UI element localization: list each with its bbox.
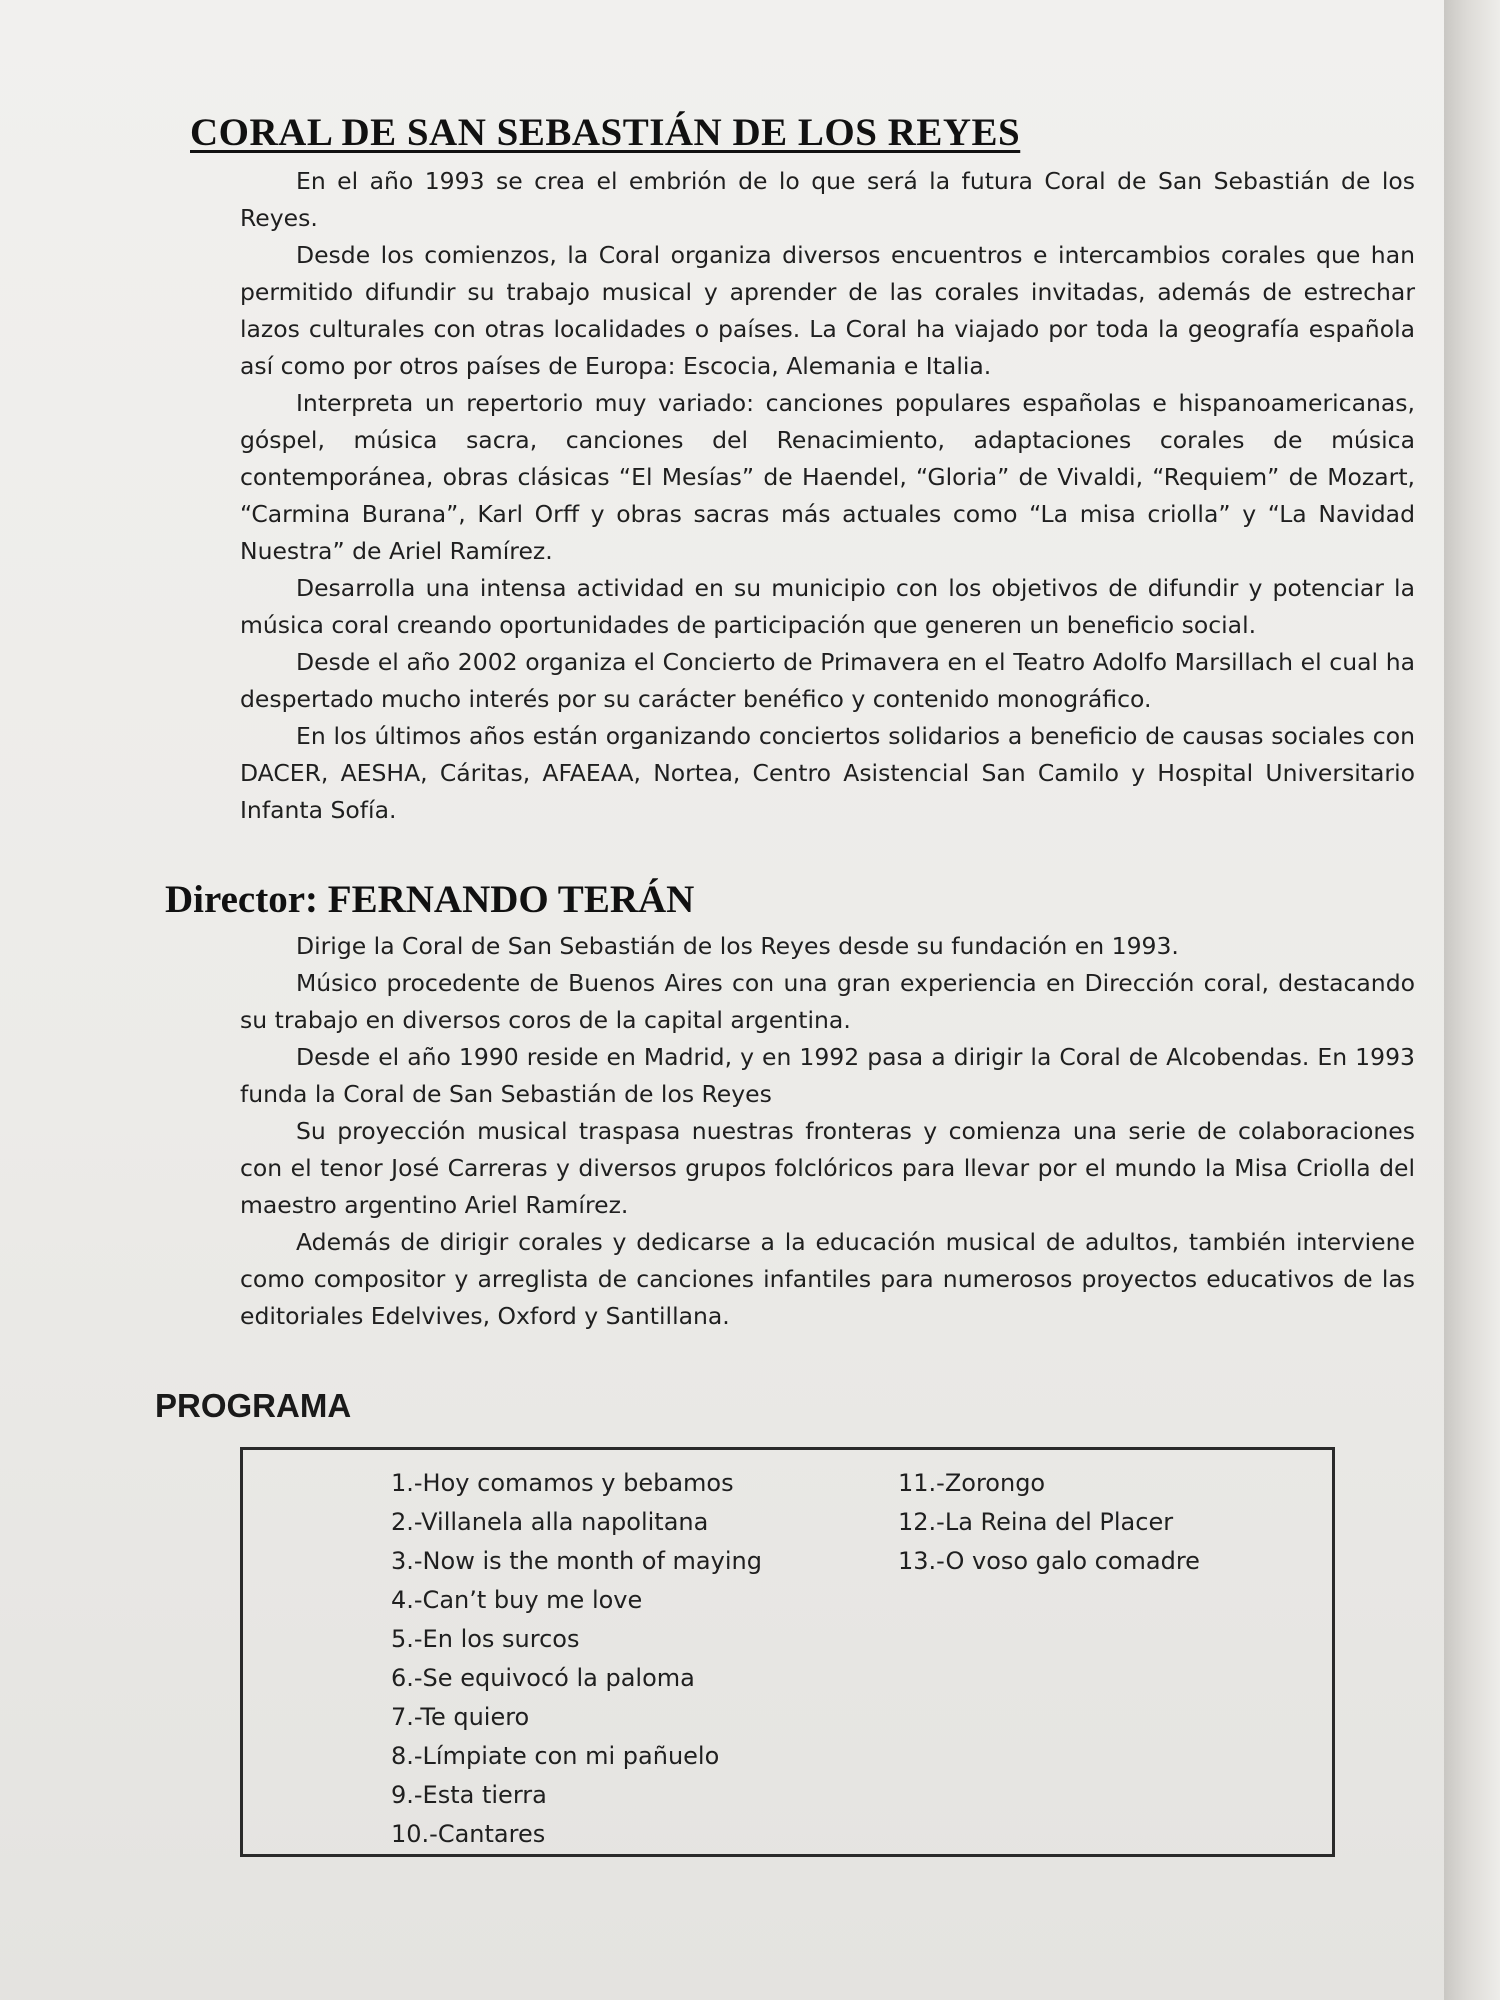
director-section: [240, 928, 1415, 1335]
director-paragraph: Músico procedente de Buenos Aires con una gran experiencia en Dirección coral, destacando su trabajo en diversos coros de la capital argentina.: [240, 969, 1415, 1034]
program-item: 12.-La Reina del Placer: [898, 1508, 1174, 1536]
program-item: 1.-Hoy comamos y bebamos: [391, 1469, 734, 1497]
program-heading: PROGRAMA: [155, 1387, 352, 1424]
program-item: 5.-En los surcos: [391, 1625, 580, 1653]
director-paragraph: Desde el año 1990 reside en Madrid, y en 1992 pasa a dirigir la Coral de Alcobendas. En 1993 funda la Coral de San Sebastián de los Reyes: [240, 1043, 1415, 1108]
director-heading: [165, 877, 1415, 922]
program-item: 2.-Villanela alla napolitana: [391, 1508, 709, 1536]
page-edge-shadow: [1444, 0, 1500, 2000]
coral-paragraph: En los últimos años están organizando conciertos solidarios a beneficio de causas sociales con DACER, AESHA, Cáritas, AFAEAA, Nortea, Centro Asistencial San Camilo y Hospital Universitario Infanta Sofía.: [240, 722, 1415, 824]
program-item: 13.-O voso galo comadre: [898, 1547, 1200, 1575]
document-content: [155, 110, 1415, 1857]
program-item: 11.-Zorongo: [898, 1469, 1046, 1497]
program-list-left: [391, 1464, 762, 1854]
program-item: 7.-Te quiero: [391, 1703, 530, 1731]
coral-title: CORAL DE SAN SEBASTIÁN DE LOS REYES: [190, 111, 1021, 154]
program-item: 8.-Límpiate con mi pañuelo: [391, 1742, 720, 1770]
program-item: 10.-Cantares: [391, 1820, 546, 1848]
coral-paragraph: En el año 1993 se crea el embrión de lo que será la futura Coral de San Sebastián de los Reyes.: [240, 167, 1415, 232]
program-list-right: [898, 1464, 1200, 1581]
coral-paragraph: Desarrolla una intensa actividad en su municipio con los objetivos de difundir y potenciar la música coral creando oportunidades de participación que generen un beneficio social.: [240, 574, 1415, 639]
director-paragraph: Además de dirigir corales y dedicarse a la educación musical de adultos, también interviene como compositor y arreglista de canciones infantiles para numerosos proyectos educativos de las editoriales Edelvives, Oxford y Santillana.: [240, 1228, 1415, 1330]
program-item: 9.-Esta tierra: [391, 1781, 547, 1809]
program-item: 3.-Now is the month of maying: [391, 1547, 762, 1575]
director-paragraph: Dirige la Coral de San Sebastián de los Reyes desde su fundación en 1993.: [296, 932, 1179, 960]
program-item: 6.-Se equivocó la paloma: [391, 1664, 695, 1692]
coral-paragraph: Desde los comienzos, la Coral organiza diversos encuentros e intercambios corales que han permitido difundir su trabajo musical y aprender de las corales invitadas, además de estrechar lazos culturales con otras localidades o países. La Coral ha viajado por toda la geografía española así como por otros países de Europa: Escocia, Alemania e Italia.: [240, 241, 1415, 380]
coral-paragraph: Interpreta un repertorio muy variado: canciones populares españolas e hispanoamericanas, góspel, música sacra, canciones del Renacimiento, adaptaciones corales de música contemporánea, obras clásicas “El Mesías” de Haendel, “Gloria” de Vivaldi, “Requiem” de Mozart, “Carmina Burana”, Karl Orff y obras sacras más actuales como “La misa criolla” y “La Navidad Nuestra” de Ariel Ramírez.: [240, 389, 1415, 565]
coral-paragraph: Desde el año 2002 organiza el Concierto de Primavera en el Teatro Adolfo Marsillach el cual ha despertado mucho interés por su carácter benéfico y contenido monográfico.: [240, 648, 1415, 713]
coral-section: [240, 163, 1415, 829]
program-box: [240, 1447, 1335, 1857]
director-paragraph: Su proyección musical traspasa nuestras fronteras y comienza una serie de colaboraciones con el tenor José Carreras y diversos grupos folclóricos para llevar por el mundo la Misa Criolla del maestro argentino Ariel Ramírez.: [240, 1117, 1415, 1219]
director-name: FERNANDO TERÁN: [327, 878, 695, 921]
director-label: Director:: [165, 878, 328, 921]
program-item: 4.-Can’t buy me love: [391, 1586, 643, 1614]
